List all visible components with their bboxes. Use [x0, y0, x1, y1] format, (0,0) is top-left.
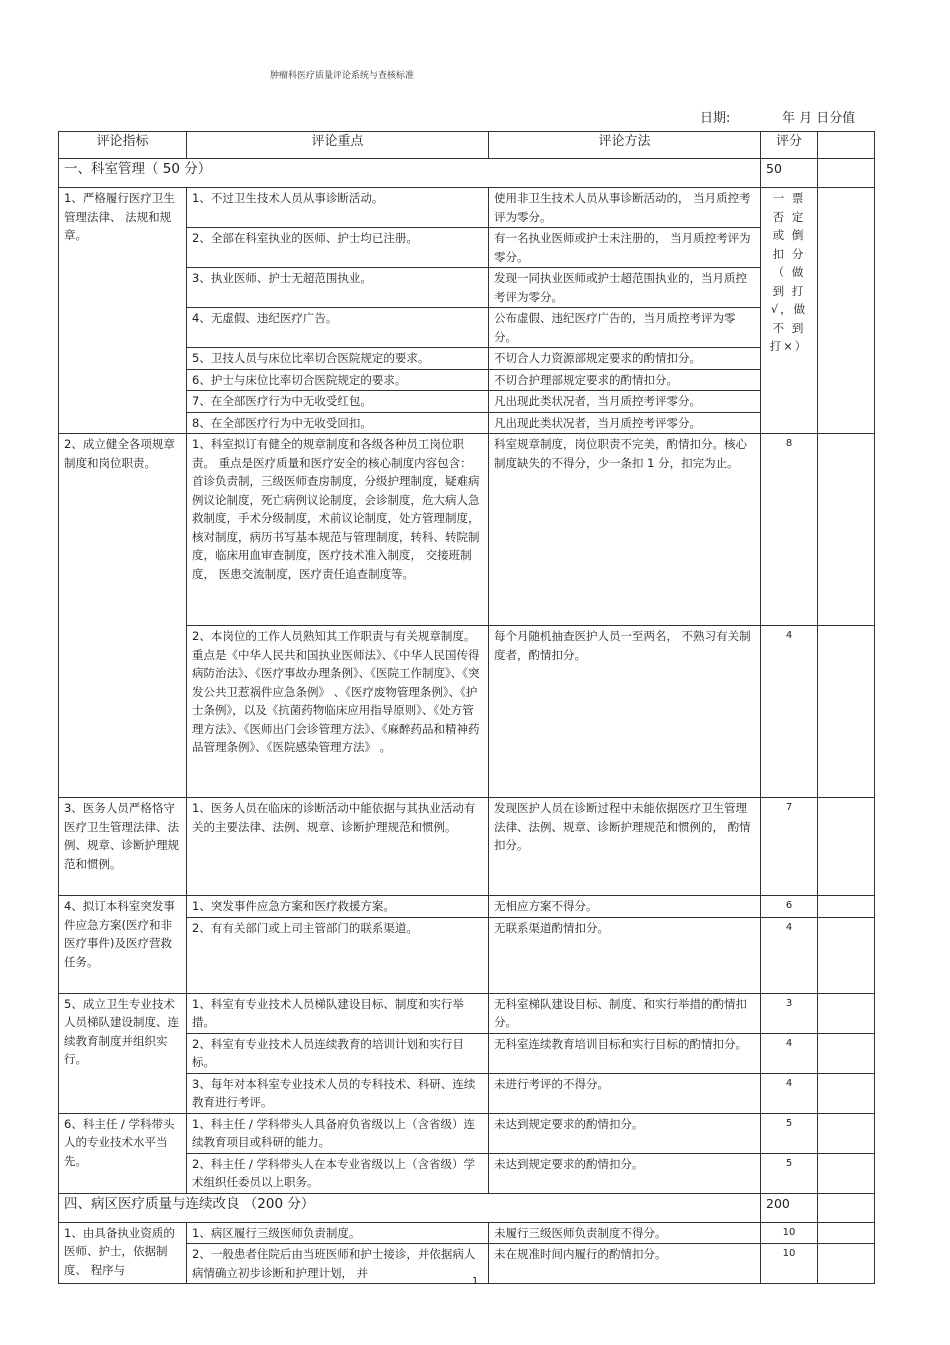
method-cell: 无科室梯队建设目标、制度、和实行举措的酌情扣分。	[489, 993, 761, 1033]
page-number: 1	[472, 1276, 479, 1287]
focus-cell: 7、在全部医疗行为中无收受红包。	[187, 391, 489, 413]
table-header-row	[59, 132, 875, 159]
indicator-cell: 2、成立健全各项规章制度和岗位职责。	[59, 434, 187, 798]
focus-cell: 3、执业医师、护士无超范围执业。	[187, 268, 489, 308]
focus-cell: 5、卫技人员与床位比率切合医院规定的要求。	[187, 348, 489, 370]
method-cell: 未达到规定要求的酌情扣分。	[489, 1153, 761, 1193]
table-row	[59, 1222, 875, 1244]
score-cell: 5	[761, 1113, 818, 1153]
table-row	[59, 1113, 875, 1153]
table-row	[59, 798, 875, 896]
table-row	[59, 993, 875, 1033]
date-value: 年 月 日分值	[782, 111, 856, 126]
indicator-cell: 5、成立卫生专业技术人员梯队建设制度、连续教育制度并组织实行。	[59, 993, 187, 1113]
document-title: 肿瘤科医疗质量评论系统与查核标准	[270, 71, 415, 81]
table-row	[59, 188, 875, 228]
focus-cell: 1、科室拟订有健全的规章制度和各级各种员工岗位职责。 重点是医疗质量和医疗安全的核心制度内容包含：首诊负责制，三级医师查房制度，分级护理制度，疑难病例议论制度，死亡病例议论制度，会诊制度，危大病人急救制度，手术分级制度，术前议论制度，处方管理制度，核对制度，病历书写基本规范与管理制度，转科、转院制度，临床用血审查制度，医疗技术准入制度， 交接班制度， 医患交流制度，医疗责任追查制度等。	[187, 434, 489, 626]
focus-cell: 6、护士与床位比率切合医院规定的要求。	[187, 369, 489, 391]
score-cell: 10	[761, 1244, 818, 1284]
method-cell: 科室规章制度，岗位职责不完美，酌情扣分。核心制度缺失的不得分，少一条扣 1 分，扣完为止。	[489, 434, 761, 626]
score-cell: 7	[761, 798, 818, 896]
score-cell: 4	[761, 917, 818, 993]
veto-note: 一 票 否 定 或 倒 扣 分 （ 做 到 打 √，做 不 到 打×）	[761, 188, 818, 434]
method-cell: 不切合人力资源部规定要求的酌情扣分。	[489, 348, 761, 370]
section-title: 四、病区医疗质量与连续改良 （200 分）	[59, 1193, 761, 1222]
focus-cell: 1、不过卫生技术人员从事诊断活动。	[187, 188, 489, 228]
method-cell: 未达到规定要求的酌情扣分。	[489, 1113, 761, 1153]
header-extra	[818, 132, 875, 159]
method-cell: 无科室连续教育培训目标和实行目标的酌情扣分。	[489, 1033, 761, 1073]
focus-cell: 3、每年对本科室专业技术人员的专科技术、科研、连续教育进行考评。	[187, 1073, 489, 1113]
table-row	[59, 434, 875, 626]
indicator-cell: 6、科主任 / 学科带头人的专业技术水平当先。	[59, 1113, 187, 1193]
method-cell: 使用非卫生技术人员从事诊断活动的， 当月质控考评为零分。	[489, 188, 761, 228]
focus-cell: 2、本岗位的工作人员熟知其工作职责与有关规章制度。重点是《中华人民共和国执业医师法》、《中华人民国传得病防治法》、《医疗事故办理条例》、《医院工作制度》、《突发公共卫惹祸件应急条例》 、《医疗废物管理条例》、《护士条例》，以及《抗菌药物临床应用指导原则》、《处方管理方法》、《医师出门会诊管理方法》、《麻醉药品和精神药品管理条例》、《医院感染管理方法》 。	[187, 626, 489, 798]
score-cell: 6	[761, 896, 818, 918]
method-cell: 未进行考评的不得分。	[489, 1073, 761, 1113]
focus-cell: 1、突发事件应急方案和医疗救援方案。	[187, 896, 489, 918]
score-cell: 10	[761, 1222, 818, 1244]
focus-cell: 2、全部在科室执业的医师、护士均已注册。	[187, 228, 489, 268]
date-label: 日期:	[700, 111, 731, 126]
section-score: 50	[761, 159, 818, 188]
method-cell: 未履行三级医师负责制度不得分。	[489, 1222, 761, 1244]
method-cell: 发现医护人员在诊断过程中未能依据医疗卫生管理法律、法例、规章、诊断护理规范和惯例的， 酌情扣分。	[489, 798, 761, 896]
section-score: 200	[761, 1193, 818, 1222]
indicator-cell: 3、医务人员严格恪守医疗卫生管理法律、法例、规章、诊断护理规范和惯例。	[59, 798, 187, 896]
indicator-cell: 4、拟订本科室突发事件应急方案(医疗和非医疗事件)及医疗营救任务。	[59, 896, 187, 994]
method-cell: 公布虚假、违纪医疗广告的，当月质控考评为零分。	[489, 308, 761, 348]
table-row	[59, 896, 875, 918]
focus-cell: 2、科主任 / 学科带头人在本专业省级以上（含省级）学术组织任委员以上职务。	[187, 1153, 489, 1193]
evaluation-table	[58, 131, 875, 1284]
method-cell: 发现一同执业医师或护士超范围执业的，当月质控考评为零分。	[489, 268, 761, 308]
method-cell: 无联系渠道酌情扣分。	[489, 917, 761, 993]
header-indicator: 评论指标	[59, 132, 187, 159]
score-cell: 8	[761, 434, 818, 626]
section-row	[59, 1193, 875, 1222]
method-cell: 不切合护理部规定要求的酌情扣分。	[489, 369, 761, 391]
score-cell: 4	[761, 1033, 818, 1073]
focus-cell: 2、有有关部门或上司主管部门的联系渠道。	[187, 917, 489, 993]
score-cell: 4	[761, 1073, 818, 1113]
method-cell: 有一名执业医师或护士未注册的， 当月质控考评为零分。	[489, 228, 761, 268]
score-cell: 3	[761, 993, 818, 1033]
section-row	[59, 159, 875, 188]
focus-cell: 2、一般患者住院后由当班医师和护士接诊，并依据病人病情确立初步诊断和护理计划， 并	[187, 1244, 489, 1284]
method-cell: 每个月随机抽查医护人员一至两名， 不熟习有关制度者，酌情扣分。	[489, 626, 761, 798]
section-title: 一、科室管理（ 50 分）	[59, 159, 761, 188]
focus-cell: 1、科室有专业技术人员梯队建设目标、制度和实行举措。	[187, 993, 489, 1033]
method-cell: 未在规准时间内履行的酌情扣分。	[489, 1244, 761, 1284]
focus-cell: 1、科主任 / 学科带头人具备府负省级以上（含省级）连续教育项目或科研的能力。	[187, 1113, 489, 1153]
focus-cell: 2、科室有专业技术人员连续教育的培训计划和实行目标。	[187, 1033, 489, 1073]
focus-cell: 1、医务人员在临床的诊断活动中能依据与其执业活动有关的主要法律、法例、规章、诊断护理规范和惯例。	[187, 798, 489, 896]
indicator-cell: 1、由具备执业资质的医师、护士，依据制度、 程序与	[59, 1222, 187, 1284]
score-cell: 5	[761, 1153, 818, 1193]
method-cell: 无相应方案不得分。	[489, 896, 761, 918]
focus-cell: 4、无虚假、违纪医疗广告。	[187, 308, 489, 348]
indicator-cell: 1、严格履行医疗卫生管理法律、 法规和规章。	[59, 188, 187, 434]
focus-cell: 8、在全部医疗行为中无收受回扣。	[187, 412, 489, 434]
header-score: 评分	[761, 132, 818, 159]
header-focus: 评论重点	[187, 132, 489, 159]
score-cell: 4	[761, 626, 818, 798]
method-cell: 凡出现此类状况者，当月质控考评零分。	[489, 412, 761, 434]
method-cell: 凡出现此类状况者，当月质控考评零分。	[489, 391, 761, 413]
focus-cell: 1、病区履行三级医师负责制度。	[187, 1222, 489, 1244]
header-method: 评论方法	[489, 132, 761, 159]
